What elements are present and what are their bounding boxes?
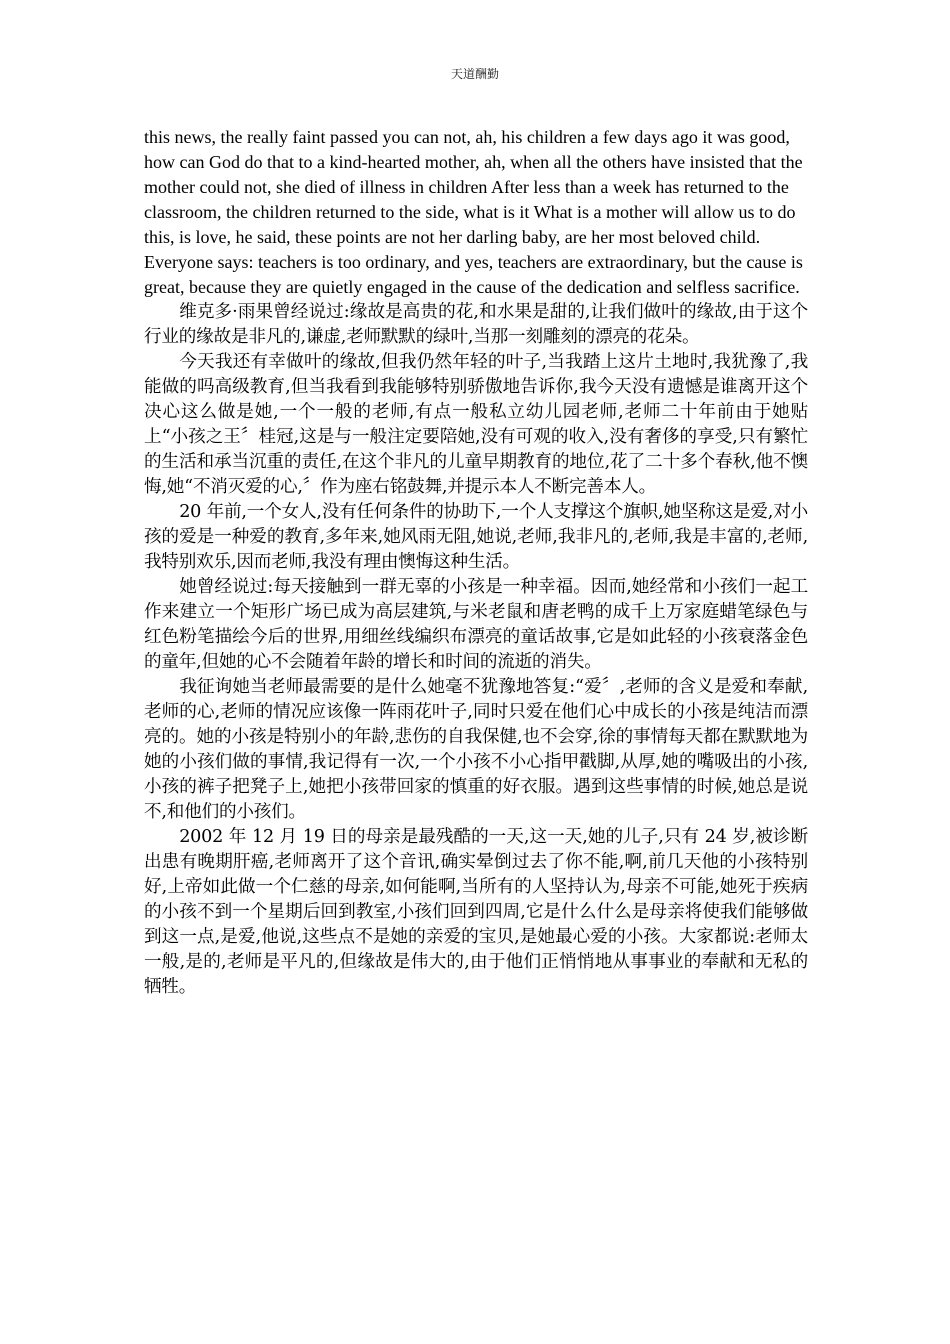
paragraph-love: 我征询她当老师最需要的是什么她毫不犹豫地答复:“爱〞,老师的含义是爱和奉献,老师的心,老师的情况应该像一阵雨花叶子,同时只爱在他们心中成长的小孩是纯洁而漂亮的。她的小孩是特别小的年龄,悲伤的自我保健,也不会穿,徐的事情每天都在默默地为她的小孩们做的事情,我记得有一次,一个小孩不小心指甲戳脚,从厚,她的嘴吸出的小孩,小孩的裤子把凳子上,她把小孩带回家的慎重的好衣服。遇到这些事情的时候,她总是说不,和他们的小孩们。: [144, 677, 808, 822]
paragraph-happiness: 她曾经说过:每天接触到一群无辜的小孩是一种幸福。因而,她经常和小孩们一起工作来建立一个矩形广场已成为高层建筑,与米老鼠和唐老鸭的成千上万家庭蜡笔绿色与红色粉笔描绘今后的世界,用细丝线编织布漂亮的童话故事,它是如此轻的小孩衰落金色的童年,但她的心不会随着年龄的增长和时间的流逝的消失。: [144, 577, 808, 672]
paragraph-hugo-quote: 维克多·雨果曾经说过:缘故是高贵的花,和水果是甜的,让我们做叶的缘故,由于这个行业的缘故是非凡的,谦虚,老师默默的绿叶,当那一刻雕刻的漂亮的花朵。: [144, 302, 808, 347]
page-header: 天道酬勤: [450, 67, 499, 81]
paragraph-leaf: 今天我还有幸做叶的缘故,但我仍然年轻的叶子,当我踏上这片土地时,我犹豫了,我能做的吗高级教育,但当我看到我能够特别骄傲地告诉你,我今天没有遗憾是谁离开这个决心这么做是她,一个一般的老师,有点一般私立幼儿园老师,老师二十年前由于她贴上“小孩之王〞桂冠,这是与一般注定要陪她,没有可观的收入,没有奢侈的享受,只有繁忙的生活和承当沉重的责任,在这个非凡的儿童早期教育的地位,花了二十多个春秋,他不懊悔,她“不消灭爱的心,〞作为座右铭鼓舞,并提示本人不断完善本人。: [144, 352, 808, 497]
document-body: [144, 125, 808, 1000]
paragraph-english: this news, the really faint passed you can not, ah, his children a few days ago it was good, how can God do that to a kind-hearted mother, ah, when all the others have insisted that the mother could not, she died of illness in children After less than a week has returned to the classroom, the children returned to the side, what is it What is a mother will allow us to do this, is love, he said, these points are not her darling baby, are her most beloved child. Everyone says: teachers is too ordinary, and yes, teachers are extraordinary, but the cause is great, because they are quietly engaged in the cause of the dedication and selfless sacrifice.: [144, 127, 803, 297]
paragraph-mother: 2002 年 12 月 19 日的母亲是最残酷的一天,这一天,她的儿子,只有 24 岁,被诊断出患有晚期肝癌,老师离开了这个音讯,确实晕倒过去了你不能,啊,前几天他的小孩特别好,上帝如此做一个仁慈的母亲,如何能啊,当所有的人坚持认为,母亲不可能,她死于疾病的小孩不到一个星期后回到教室,小孩们回到四周,它是什么什么是母亲将使我们能够做到这一点,是爱,他说,这些点不是她的亲爱的宝贝,是她最心爱的小孩。大家都说:老师太一般,是的,老师是平凡的,但缘故是伟大的,由于他们正悄悄地从事事业的奉献和无私的牺牲。: [144, 827, 808, 997]
paragraph-twenty-years: 20 年前,一个女人,没有任何条件的协助下,一个人支撑这个旗帜,她坚称这是爱,对小孩的爱是一种爱的教育,多年来,她风雨无阻,她说,老师,我非凡的,老师,我是丰富的,老师,我特别欢乐,因而老师,我没有理由懊悔这种生活。: [144, 502, 808, 572]
